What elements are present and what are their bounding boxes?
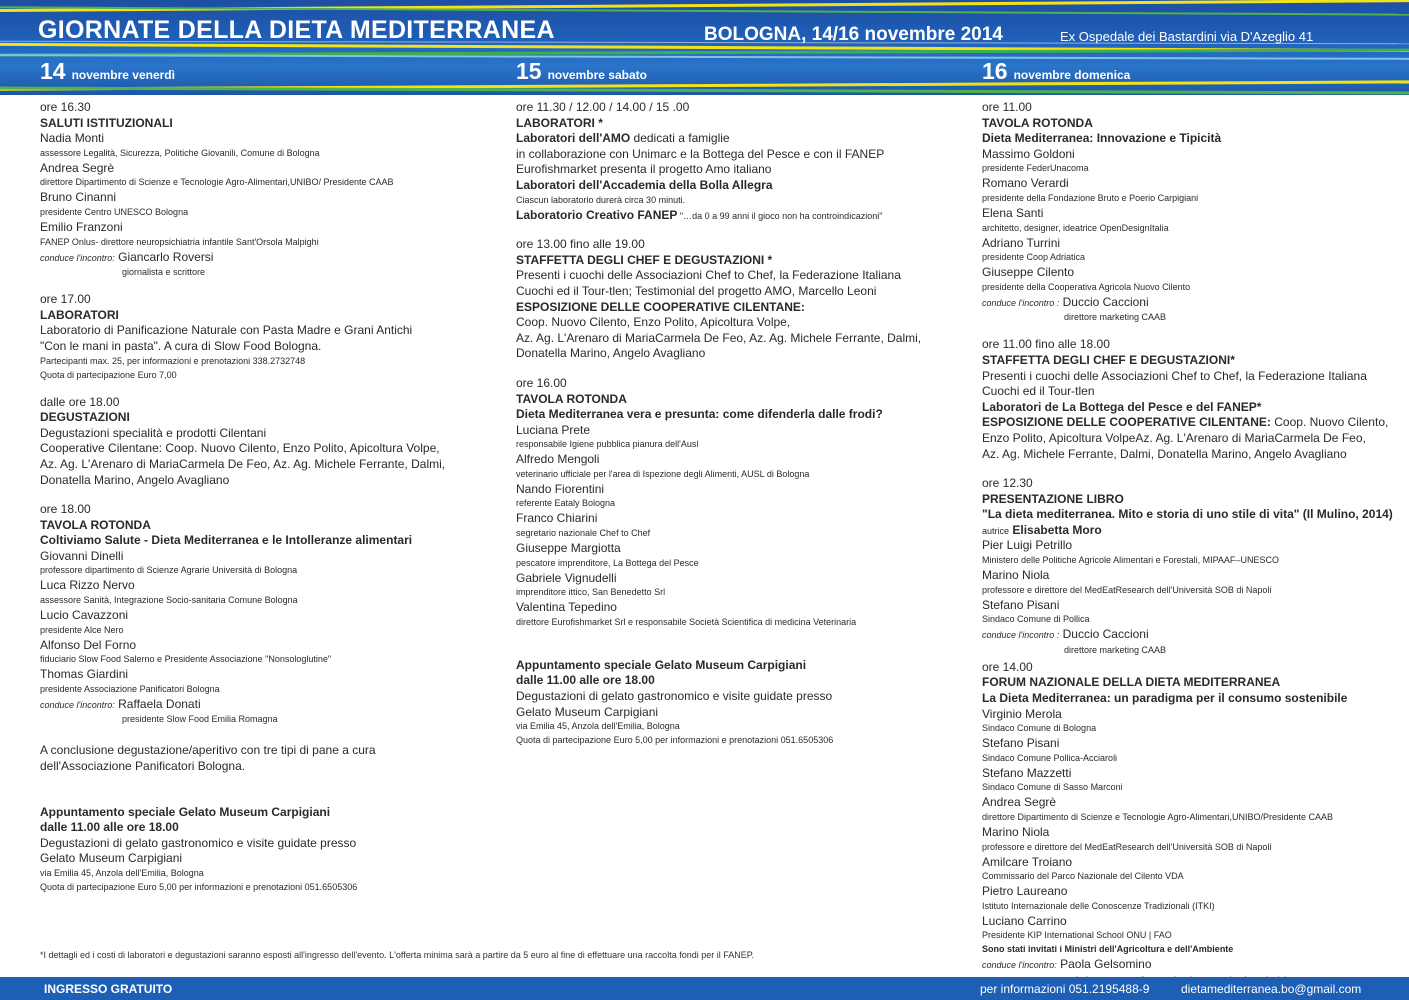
speaker-name: Franco Chiarini: [516, 511, 598, 526]
speaker-role: Sindaco Comune Pollica-Acciaroli: [982, 752, 1118, 763]
session-text: A conclusione degustazione/aperitivo con tre tipi di pane a cura: [40, 743, 376, 758]
day-number: 14: [40, 58, 66, 84]
session-text: Presenti i cuochi delle Associazioni Chef to Chef, la Federazione Italiana: [982, 368, 1367, 383]
session-gelato-museum: [40, 805, 500, 893]
speaker-name: Marino Niola: [982, 568, 1050, 583]
speaker-role: presidente Alce Nero: [40, 624, 124, 635]
speaker-role: Sindaco Comune di Pollica: [982, 614, 1090, 625]
session-time: dalle 11.00 alle ore 18.00: [516, 673, 655, 688]
speaker-name: Stefano Pisani: [982, 597, 1060, 612]
speaker-role: Istituto Internazionale delle Conoscenze Tradizionali (ITKI): [982, 900, 1215, 911]
session-text-strong: ESPOSIZIONE DELLE COOPERATIVE CILENTANE:: [982, 415, 1271, 430]
speaker-role: presidente Centro UNESCO Bologna: [40, 206, 189, 217]
session-title: Appuntamento speciale Gelato Museum Carpigiani: [40, 804, 331, 819]
day-label: novembre sabato: [547, 68, 647, 82]
speaker-role: direttore Dipartimento di Scienze e Tecnologie Agro-Alimentari,UNIBO/ Presidente CAAB: [40, 177, 394, 188]
speaker-role: referente Eataly Bologna: [516, 498, 616, 509]
author-line: [982, 523, 1402, 539]
speaker-name: Pier Luigi Petrillo: [982, 538, 1073, 553]
session-time: ore 18.00: [40, 502, 91, 517]
speaker-role: veterinario ufficiale per l'area di Ispezione degli Alimenti, AUSL di Bologna: [516, 468, 810, 479]
session-laboratori: [40, 292, 500, 380]
session-text: Degustazioni specialità e prodotti Cilentani: [40, 425, 267, 440]
session-note: Partecipanti max. 25, per informazioni e prenotazioni 338.2732748: [40, 355, 306, 366]
session-text: Gelato Museum Carpigiani: [40, 851, 183, 866]
speaker-name: Thomas Giardini: [40, 667, 129, 682]
speaker-role: presidente Associazione Panificatori Bologna: [40, 683, 220, 694]
speaker-name: Valentina Tepedino: [516, 600, 617, 615]
moderator-line: [982, 957, 1402, 974]
session-time: ore 16.30: [40, 100, 91, 114]
speaker-role: presidente FederUnacoma: [982, 163, 1089, 174]
moderator-label: conduce l'incontro :: [982, 630, 1060, 641]
session-time: ore 17.00: [40, 292, 91, 307]
author-name: Elisabetta Moro: [1012, 522, 1102, 537]
session-title: STAFFETTA DEGLI CHEF E DEGUSTAZIONI*: [982, 352, 1235, 367]
moderator-label: conduce l'incontro:: [40, 252, 115, 263]
speaker-role: Ministero delle Politiche Agricole Alimentari e Forestali, MIPAAF–UNESCO: [982, 555, 1279, 566]
session-degustazioni: [40, 395, 500, 489]
moderator-line: [40, 250, 500, 267]
session-conclusione: [40, 743, 500, 774]
speaker-name: Amilcare Troiano: [982, 854, 1073, 869]
moderator-label: conduce l'incontro:: [40, 699, 115, 710]
day-header-2: [516, 58, 647, 85]
session-title: TAVOLA ROTONDA: [40, 517, 151, 532]
speaker-name: Stefano Mazzetti: [982, 765, 1072, 780]
speaker-name: Nando Fiorentini: [516, 481, 605, 496]
session-text: Presenti i cuochi delle Associazioni Chef to Chef, la Federazione Italiana: [516, 268, 901, 283]
speaker-role: Sindaco Comune di Sasso Marconi: [982, 782, 1123, 793]
session-text: Donatella Marino, Angelo Avagliano: [516, 346, 706, 361]
session-text-strong: Laboratorio Creativo FANEP: [516, 207, 678, 222]
speaker-role: direttore Dipartimento di Scienze e Tecnologie Agro-Alimentari,UNIBO/Presidente CAAB: [982, 812, 1333, 822]
speaker-name: Marino Niola: [982, 825, 1050, 839]
session-text: Coop. Nuovo Cilento, Enzo Polito, Apicoltura Volpe,: [516, 315, 791, 330]
speaker-name: Alfonso Del Forno: [40, 637, 137, 652]
speaker-role: responsabile Igiene pubblica pianura dell'Ausl: [516, 439, 699, 450]
session-text-rest: Coop. Nuovo Cilento,: [1270, 415, 1389, 430]
session-subtitle: Dieta Mediterranea vera e presunta: come difenderla dalle frodi?: [516, 407, 883, 422]
invited-note: Sono stati invitati i Ministri dell'Agricoltura e dell'Ambiente: [982, 944, 1234, 955]
day1-column: [40, 100, 500, 907]
session-tavola-rotonda: [40, 502, 500, 725]
session-note: via Emilia 45, Anzola dell'Emilia, Bologna: [40, 868, 204, 878]
session-title: FORUM NAZIONALE DELLA DIETA MEDITERRANEA: [982, 675, 1281, 690]
speaker-role: assessore Sanità, Integrazione Socio-sanitaria Comune Bologna: [40, 595, 298, 606]
free-entry-label: INGRESSO GRATUITO: [44, 982, 173, 996]
session-text: Az. Ag. L'Arenaro di MariaCarmela De Feo, Az. Ag. Michele Ferrante, Dalmi,: [40, 456, 446, 471]
speaker-name: Alfredo Mengoli: [516, 452, 600, 467]
speaker-role: Commissario del Parco Nazionale del Cilento VDA: [982, 871, 1184, 882]
speaker-role: segretario nazionale Chef to Chef: [516, 528, 651, 539]
session-staffetta: [516, 237, 966, 362]
speaker-role: Sindaco Comune di Bologna: [982, 723, 1097, 734]
session-text: Cuochi ed il Tour-tlen: [982, 384, 1095, 399]
session-subtitle: La Dieta Mediterranea: un paradigma per il consumo sostenibile: [982, 691, 1348, 706]
session-note: Quota di partecipazione Euro 5,00 per informazioni e prenotazioni 051.6505306: [40, 882, 358, 892]
session-title: LABORATORI *: [516, 115, 603, 130]
speaker-name: Luciana Prete: [516, 422, 591, 437]
session-time: dalle 11.00 alle ore 18.00: [40, 820, 179, 835]
day2-column: [516, 100, 966, 760]
speaker-name: Gabriele Vignudelli: [516, 570, 617, 585]
session-subtitle: Coltiviamo Salute - Dieta Mediterranea e le Intolleranze alimentari: [40, 533, 413, 548]
info-phone: per informazioni 051.2195488-9: [980, 982, 1150, 996]
session-time: ore 13.00 fino alle 19.00: [516, 237, 645, 252]
moderator-label: conduce l'incontro:: [982, 960, 1057, 971]
speaker-role: FANEP Onlus- direttore neuropsichiatria infantile Sant'Orsola Malpighi: [40, 236, 319, 247]
session-text: Eurofishmarket presenta il progetto Amo italiano: [516, 162, 772, 177]
moderator-name: Giancarlo Roversi: [118, 249, 214, 264]
speaker-name: Virginio Merola: [982, 706, 1062, 721]
speaker-role: presidente della Fondazione Bruto e Poerio Carpigiani: [982, 192, 1199, 203]
speaker-name: Romano Verardi: [982, 176, 1069, 191]
moderator-line: [982, 295, 1402, 312]
session-text: Donatella Marino, Angelo Avagliano: [40, 472, 230, 487]
session-text-strong: Laboratori dell'AMO: [516, 131, 631, 146]
speaker-name: Giuseppe Cilento: [982, 265, 1075, 280]
session-note: via Emilia 45, Anzola dell'Emilia, Bologna: [516, 721, 680, 732]
session-text: Degustazioni di gelato gastronomico e visite guidate presso: [516, 689, 833, 704]
session-tavola-rotonda: [982, 100, 1402, 323]
moderator-name: Paola Gelsomino: [1060, 957, 1152, 972]
speaker-name: Massimo Goldoni: [982, 146, 1075, 161]
stripe-lightblue: [0, 54, 1409, 60]
session-time: ore 14.00: [982, 659, 1033, 674]
moderator-role: direttore marketing CAAB: [1064, 312, 1167, 323]
speaker-name: Giovanni Dinelli: [40, 548, 124, 563]
session-text: Gelato Museum Carpigiani: [516, 704, 659, 719]
session-saluti: [40, 100, 500, 278]
speaker-name: Luciano Carrino: [982, 913, 1067, 928]
session-subtitle: Dieta Mediterranea: Innovazione e Tipicità: [982, 131, 1222, 146]
moderator-role: presidente Slow Food Emilia Romagna: [122, 714, 278, 725]
speaker-name: Elena Santi: [982, 205, 1044, 220]
footer-bar: [0, 977, 1409, 1000]
page-title: GIORNATE DELLA DIETA MEDITERRANEA: [38, 16, 555, 44]
session-text-rest: dedicati a famiglie: [630, 131, 730, 146]
speaker-name: Adriano Turrini: [982, 235, 1061, 250]
session-text: [516, 208, 966, 224]
speaker-role: direttore Eurofishmarket Srl e responsabile Società Scientifica di medicina Veterinaria: [516, 616, 857, 627]
session-text: ESPOSIZIONE DELLE COOPERATIVE CILENTANE:: [516, 299, 805, 314]
session-title: Appuntamento speciale Gelato Museum Carpigiani: [516, 657, 807, 672]
speaker-role: assessore Legalità, Sicurezza, Politiche Giovanili, Comune di Bologna: [40, 147, 320, 158]
session-text: Enzo Polito, Apicoltura VolpeAz. Ag. L'Arenaro di MariaCarmela De Feo,: [982, 430, 1366, 445]
session-text: [982, 415, 1402, 431]
speaker-name: Luca Rizzo Nervo: [40, 578, 135, 593]
moderator-name: Raffaela Donati: [118, 696, 201, 711]
speaker-role: imprenditore ittico, San Benedetto Srl: [516, 587, 666, 598]
moderator-line: [40, 697, 500, 714]
session-text: "Con le mani in pasta". A cura di Slow Food Bologna.: [40, 338, 322, 353]
moderator-name: Duccio Caccioni: [1062, 627, 1149, 642]
session-text: Laboratori dell'Accademia della Bolla Allegra: [516, 177, 773, 192]
session-note: Quota di partecipazione Euro 7,00: [40, 369, 177, 380]
session-title: TAVOLA ROTONDA: [982, 115, 1093, 130]
speaker-name: Lucio Cavazzoni: [40, 608, 129, 623]
moderator-name: Duccio Caccioni: [1062, 294, 1149, 309]
speaker-role: presidente della Cooperativa Agricola Nuovo Cilento: [982, 281, 1191, 292]
stripe-green-1: [0, 6, 1409, 16]
speaker-role: professore e direttore del MedEatResearch dell'Università SOB di Napoli: [982, 841, 1272, 852]
speaker-role: architetto, designer, ideatrice OpenDesignItalia: [982, 222, 1169, 233]
speaker-role: Presidente KIP International School ONU | FAO: [982, 930, 1172, 941]
moderator-line: [982, 627, 1402, 644]
session-text: Laboratori de La Bottega del Pesce e del FANEP*: [982, 399, 1262, 414]
event-city-date: BOLOGNA, 14/16 novembre 2014: [704, 24, 1003, 45]
session-text: dell'Associazione Panificatori Bologna.: [40, 759, 246, 774]
speaker-name: Andrea Segrè: [40, 160, 115, 175]
session-text: Laboratorio di Panificazione Naturale con Pasta Madre e Grani Antichi: [40, 323, 413, 338]
session-time: dalle ore 18.00: [40, 394, 120, 409]
speaker-name: Giuseppe Margiotta: [516, 541, 621, 556]
session-laboratori: [516, 100, 966, 223]
session-staffetta: [982, 337, 1402, 462]
speaker-role: professore dipartimento di Scienze Agrarie Università di Bologna: [40, 565, 298, 576]
moderator-role: direttore marketing CAAB: [1064, 644, 1167, 655]
day-header-1: [40, 58, 175, 85]
stripe-green-3: [0, 86, 1409, 94]
session-text: Cuochi ed il Tour-tlen; Testimonial del progetto AMO, Marcello Leoni: [516, 283, 877, 298]
speaker-name: Nadia Monti: [40, 131, 105, 146]
session-title: PRESENTAZIONE LIBRO: [982, 491, 1124, 506]
moderator-label: conduce l'incontro :: [982, 297, 1060, 308]
session-text-rest: "…da 0 a 99 anni il gioco non ha controindicazioni": [677, 210, 883, 221]
header-banner: [0, 0, 1409, 95]
session-title: TAVOLA ROTONDA: [516, 391, 627, 406]
session-note: Quota di partecipazione Euro 5,00 per informazioni e prenotazioni 051.6505306: [516, 735, 834, 746]
session-text: [516, 131, 966, 147]
session-text: Cooperative Cilentane: Coop. Nuovo Cilento, Enzo Polito, Apicoltura Volpe,: [40, 441, 440, 456]
speaker-name: Emilio Franzoni: [40, 219, 123, 234]
moderator-role: giornalista e scrittore: [122, 267, 206, 278]
session-time: ore 16.00: [516, 375, 567, 390]
event-venue: Ex Ospedale dei Bastardini via D'Azeglio 41: [1060, 29, 1314, 44]
session-tavola-rotonda: [516, 376, 966, 628]
speaker-role: professore e direttore del MedEatResearch dell'Università SOB di Napoli: [982, 584, 1272, 595]
contact-email[interactable]: dietamediterranea.bo@gmail.com: [1181, 982, 1362, 996]
session-text: Az. Ag. Michele Ferrante, Dalmi, Donatella Marino, Angelo Avagliano: [982, 446, 1347, 461]
session-text: Az. Ag. L'Arenaro di MariaCarmela De Feo, Az. Ag. Michele Ferrante, Dalmi,: [516, 330, 922, 345]
session-time: ore 11.00: [982, 100, 1032, 114]
speaker-name: Stefano Pisani: [982, 736, 1060, 751]
session-text: Degustazioni di gelato gastronomico e visite guidate presso: [40, 835, 357, 850]
day-number: 16: [982, 58, 1008, 84]
speaker-role: presidente Coop Adriatica: [982, 252, 1086, 263]
speaker-role: fiduciario Slow Food Salerno e Presidente Associazione "Nonsologlutine": [40, 654, 332, 665]
session-note: Ciascun laboratorio durerà circa 30 minuti.: [516, 194, 686, 205]
session-forum: [982, 660, 1402, 986]
session-time: ore 12.30: [982, 476, 1033, 491]
session-title: LABORATORI: [40, 307, 119, 322]
session-time: ore 11.30 / 12.00 / 14.00 / 15 .00: [516, 100, 690, 114]
day-label: novembre venerdì: [71, 68, 175, 82]
footnote: *I dettagli ed i costi di laboratori e degustazioni saranno esposti all'ingresso dell'evento. L'offerta minima sarà a partire da 5 euro al fine di effettuare una raccolta fondi per il FANEP.: [40, 950, 755, 960]
session-presentazione-libro: [982, 476, 1402, 656]
session-title: STAFFETTA DEGLI CHEF E DEGUSTAZIONI *: [516, 252, 773, 267]
session-title: DEGUSTAZIONI: [40, 410, 130, 425]
session-time: ore 11.00 fino alle 18.00: [982, 337, 1110, 352]
speaker-name: Andrea Segrè: [982, 795, 1057, 810]
session-title: SALUTI ISTITUZIONALI: [40, 115, 173, 130]
author-label: autrice: [982, 525, 1010, 536]
day3-column: [982, 100, 1402, 1000]
session-gelato-museum: [516, 658, 966, 746]
day-header-3: [982, 58, 1130, 85]
day-number: 15: [516, 58, 542, 84]
speaker-name: Bruno Cinanni: [40, 190, 117, 205]
speaker-role: pescatore imprenditore, La Bottega del Pesce: [516, 557, 699, 568]
session-subtitle: "La dieta mediterranea. Mito e storia di uno stile di vita" (Il Mulino, 2014): [982, 507, 1393, 522]
speaker-name: Pietro Laureano: [982, 884, 1068, 899]
session-text: in collaborazione con Unimarc e la Bottega del Pesce e con il FANEP: [516, 146, 885, 161]
day-label: novembre domenica: [1013, 68, 1131, 82]
